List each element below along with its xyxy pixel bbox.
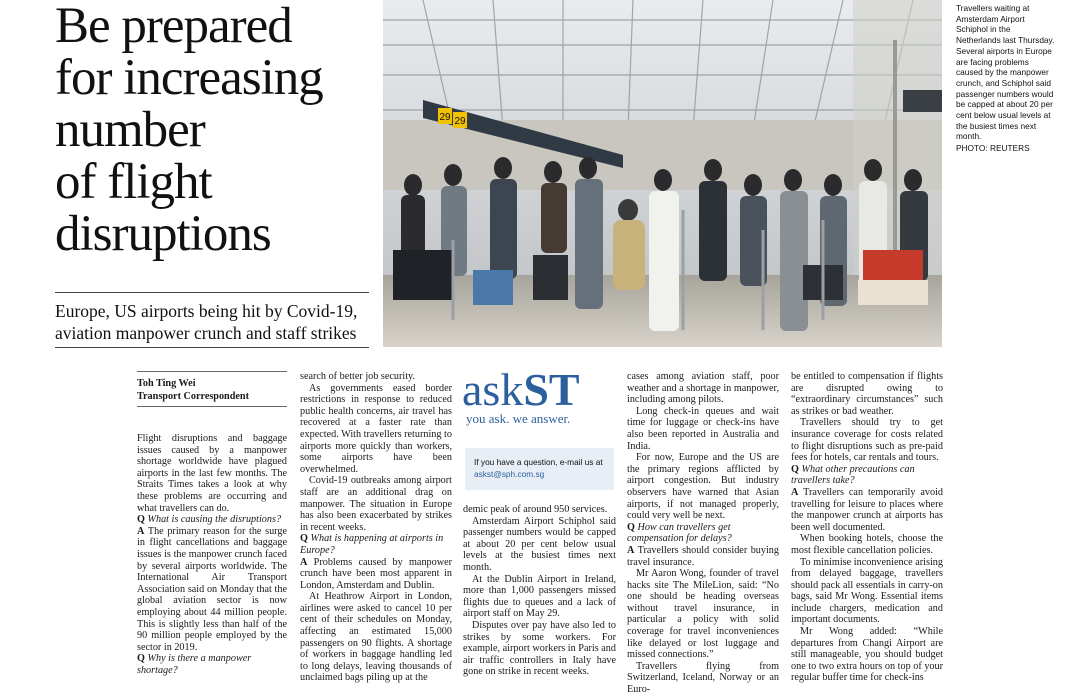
photo-caption-text: Travellers waiting at Amsterdam Airport Schiphol in the Netherlands last Thursday. Several airports in Europe are facing problems caused by the manpower crunch, and Schiphol said passenger numbers would be capped at about 20 per cent below usual levels at the busiest times next month. [956, 3, 1055, 142]
body-paragraph: Travellers flying from Switzerland, Iceland, Norway or an Euro- [627, 660, 779, 696]
body-paragraph: search of better job security. [300, 371, 416, 382]
body-paragraph: Covid-19 outbreaks among airport staff are an additional drag on manpower. The situation in Europe has also been exacerbated by strikes in recent weeks. [300, 475, 452, 533]
standfirst-line: Europe, US airports being hit by Covid-19, [55, 301, 358, 321]
body-paragraph: At the Dublin Airport in Ireland, more than 1,000 passengers missed flights due to queues and a lack of airport staff on May 29. [463, 573, 616, 620]
question-heading: Q What is happening at airports in Europe? [300, 533, 444, 556]
headline-line: for increasing [55, 50, 323, 106]
askst-tagline: you ask. we answer. [466, 411, 571, 426]
question-heading: Q What is causing the disruptions? [137, 514, 282, 526]
body-paragraph: Long check-in queues and wait time for luggage or check-ins have also been reported in Australia and India. [627, 405, 779, 452]
body-paragraph: As governments eased border restrictions in response to reduced public health concerns, air travel has recovered at a faster rate than expected. With travellers returning to airports more quickly than workers, some airports have been overwhelmed. [300, 382, 452, 475]
headline-line: disruptions [55, 206, 271, 262]
gate-sign: 29 [439, 112, 451, 123]
gate-sign: 29 [454, 116, 466, 127]
answer-paragraph: A The primary reason for the surge in flight cancellations and baggage issues is the manpower crunch faced by several airports worldwide. The International Air Transport Association said on Monday that the global aviation sector is now employing about 44 million people. This is slightly less than half of the 90 million people employed by the sector in 2019. [137, 525, 287, 653]
photo-credit: PHOTO: REUTERS [956, 143, 1030, 154]
body-paragraph: demic peak of around 950 services. [463, 504, 608, 515]
divider [55, 292, 369, 293]
question-heading: Q How can travellers get compensation for delays? [627, 521, 732, 545]
byline-name: Toh Ting Wei [137, 378, 196, 389]
headline-line: number [55, 102, 205, 158]
askst-logo-block [462, 364, 622, 426]
question-heading: Q Why is there a manpower shortage? [137, 653, 252, 676]
askst-box-text: If you have a question, e-mail us at [474, 457, 603, 467]
headline [55, 0, 380, 260]
column-3 [463, 504, 616, 678]
standfirst-line: aviation manpower crunch and staff strikes [55, 323, 357, 343]
intro-paragraph: Flight disruptions and baggage issues caused by a manpower shortage worldwide have plagued airports in the last few months. The Straits Times takes a look at why these problems are occurring and what travellers can do. [137, 433, 287, 514]
column-4 [627, 371, 779, 696]
headline-line: of flight [55, 154, 212, 210]
divider [137, 406, 287, 407]
askst-logo: askST [462, 364, 580, 415]
body-paragraph: be entitled to compensation if flights are disrupted owing to “extraordinary circumstances” such as strikes or bad weather. [791, 371, 943, 417]
standfirst [55, 300, 375, 344]
question-heading: Q What other precautions can travellers take? [791, 463, 915, 487]
body-paragraph: Travellers should try to get insurance coverage for costs related to flight disruptions such as pre-paid fees for hotels, car rentals and tours. [791, 417, 943, 464]
answer-paragraph: A Travellers should consider buying travel insurance. [627, 544, 779, 568]
column-5 [791, 371, 943, 684]
answer-paragraph: A Problems caused by manpower crunch have been most apparent in London, Amsterdam and Dublin. [300, 556, 452, 591]
divider [137, 371, 287, 372]
column-2 [300, 371, 452, 684]
body-paragraph: Mr Wong added: “While departures from Changi Airport are still manageable, you should budget one to two extra hours on top of your regular buffer time for check-ins [791, 626, 943, 684]
headline-line: Be prepared [55, 0, 292, 54]
body-paragraph: At Heathrow Airport in London, airlines were asked to cancel 10 per cent of their schedules on Monday, affecting an estimated 15,000 passengers on 90 flights. A shortage of workers in baggage handling led to long delays, leaving thousands of unclaimed bags piling up at the [300, 591, 452, 684]
answer-paragraph: A Travellers can temporarily avoid travelling for leisure to places where the manpower crunch at airports has been well documented. [791, 486, 943, 533]
body-paragraph: Disputes over pay have also led to strikes by some workers. For example, airport workers in Paris and air traffic controllers in Italy have gone on strike in recent weeks. [463, 619, 616, 678]
body-paragraph: For now, Europe and the US are the primary regions afflicted by airport congestion. But industry observers have warned that Asian airports, if not managed properly, could very well be next. [627, 452, 779, 522]
column-1 [137, 371, 287, 676]
byline-role: Transport Correspondent [137, 391, 249, 402]
askst-contact-box [465, 448, 614, 490]
askst-email-link[interactable]: askst@sph.com.sg [474, 469, 545, 479]
divider [55, 347, 369, 348]
body-paragraph: Mr Aaron Wong, founder of travel hacks site The MileLion, said: “No one should be heading overseas without travel insurance, in particular a policy with solid coverage for travel inconveniences like delayed or lost luggage and missed connections.” [627, 568, 779, 661]
airport-photo [383, 0, 942, 347]
airport-photo-illustration [383, 0, 942, 347]
body-paragraph: Amsterdam Airport Schiphol said passenger numbers would be capped at about 20 per cent below usual levels at the busiest times next month. [463, 515, 616, 573]
body-paragraph: cases among aviation staff, poor weather and a shortage in manpower, including among pilots. [627, 371, 779, 406]
body-paragraph: To minimise inconvenience arising from delayed baggage, travellers should pack all essentials in carry-on bags, said Mr Wong. Essential items include chargers, medication and important documents. [791, 556, 943, 626]
body-paragraph: When booking hotels, choose the most flexible cancellation policies. [791, 533, 943, 556]
photo-caption [956, 3, 1056, 154]
